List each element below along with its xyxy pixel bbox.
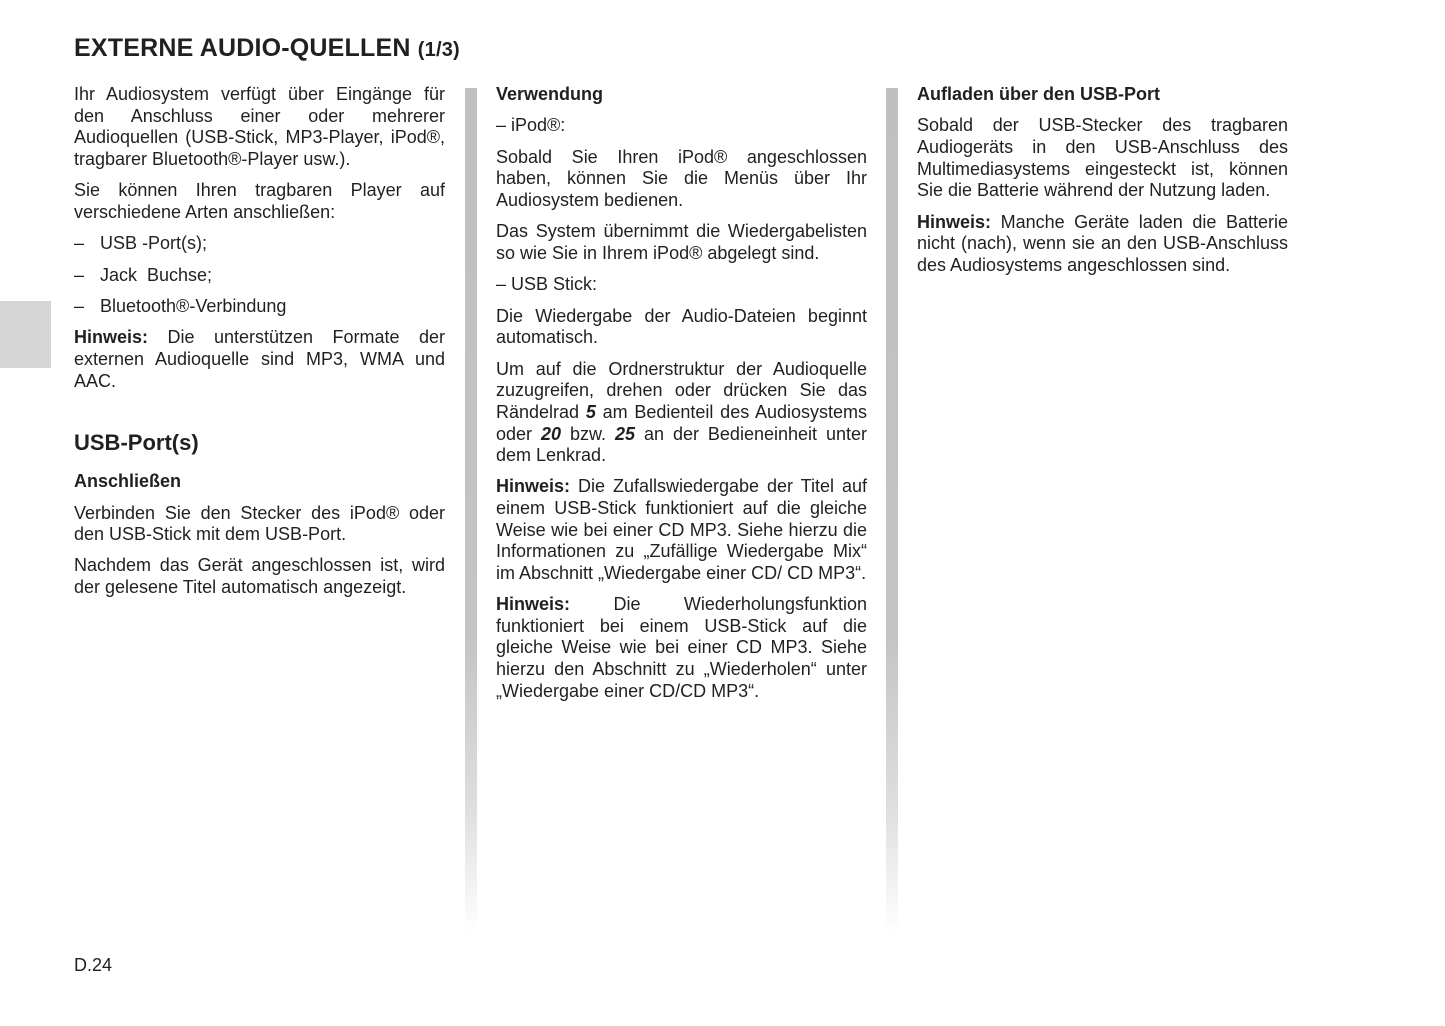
formats-note	[74, 327, 445, 392]
bullet-item-jack	[74, 265, 445, 287]
note-label: Hinweis:	[496, 476, 571, 497]
connect-instructions: Verbinden Sie den Stecker des iPod® oder den USB-Stick mit dem USB-Port.	[74, 502, 445, 545]
autoplay-info: Nachdem das Gerät angeschlossen ist, wird der gelesene Titel automatisch angezeigt.	[74, 555, 445, 598]
bullet-item-bluetooth	[74, 296, 445, 318]
shuffle-note	[496, 476, 867, 584]
folder-structure-paragraph	[496, 359, 867, 467]
folder-text: bzw.	[561, 423, 615, 444]
ipod-label: – iPod®:	[496, 115, 566, 136]
note-text: Die Zufallswiedergabe der Titel auf einem USB-Stick funktioniert auf die gleiche Weise wie bei einer CD MP3. Siehe hierzu die Informationen zu „Zufällige Wiedergabe Mix“ im Abschnitt „Wiedergabe einer CD/ CD MP3“.	[496, 476, 867, 583]
control-number-20: 20	[541, 423, 562, 444]
charging-paragraph: Sobald der USB-Stecker des tragbaren Audiogeräts in den USB-Anschluss des Multimediasystems eingesteckt ist, können Sie die Batterie während der Nutzung laden.	[917, 115, 1288, 201]
note-text: Die unterstützen Formate der externen Audioquelle sind MP3, WMA und AAC.	[74, 327, 445, 391]
folder-text: Um auf die Ordnerstruktur der Audioquelle zuzugreifen, drehen oder drücken Sie das Rändelrad	[496, 358, 867, 422]
repeat-note	[496, 594, 867, 702]
connect-paragraph: Sie können Ihren tragbaren Player auf verschiedene Arten anschließen:	[74, 180, 445, 222]
bullet-item-usb	[74, 233, 445, 255]
control-number-25: 25	[614, 423, 635, 444]
page-title-text: EXTERNE AUDIO-QUELLEN	[74, 34, 411, 62]
chapter-tab-marker	[0, 301, 51, 368]
bullet-text: USB -Port(s);	[100, 233, 208, 254]
note-label: Hinweis:	[496, 594, 571, 615]
page-title-part: (1/3)	[417, 39, 460, 61]
subheading-charging: Aufladen über den USB-Port	[917, 84, 1161, 104]
note-label: Hinweis:	[917, 211, 992, 232]
column-divider-2	[886, 88, 898, 933]
column-3	[917, 84, 1288, 286]
subheading-usage: Verwendung	[496, 84, 604, 104]
usb-stick-label: – USB Stick:	[496, 274, 598, 295]
column-2	[496, 84, 867, 712]
bullet-text: Bluetooth®-Verbindung	[100, 295, 287, 316]
control-number-5: 5	[585, 401, 596, 422]
usb-stick-paragraph: Die Wiedergabe der Audio-Dateien beginnt automatisch.	[496, 305, 867, 348]
intro-paragraph: Ihr Audiosystem verfügt über Eingänge für den Anschluss einer oder mehrerer Audioquellen (USB-Stick, MP3-Player, iPod®, tragbarer Bluetooth®-Player usw.).	[74, 84, 445, 169]
bullet-dash: –	[74, 264, 85, 285]
note-text: Die Wiederholungsfunktion funktioniert bei einem USB-Stick auf die gleiche Weise wie bei einer CD MP3. Siehe hierzu den Abschnitt zu „Wiederholen“ unter „Wiedergabe einer CD/CD MP3“.	[496, 594, 867, 701]
subheading-connect: Anschließen	[74, 471, 182, 492]
bullet-text: Jack Buchse;	[100, 264, 213, 285]
note-label: Hinweis:	[74, 327, 149, 348]
bullet-dash: –	[74, 295, 85, 316]
folder-text: an der Bedieneinheit unter dem Lenkrad.	[496, 423, 867, 466]
page-title	[74, 34, 460, 63]
playlist-paragraph: Das System übernimmt die Wiedergabelisten so wie Sie in Ihrem iPod® abgelegt sind.	[496, 221, 867, 263]
bullet-dash: –	[74, 233, 85, 254]
page-number: D.24	[74, 955, 113, 975]
ipod-paragraph: Sobald Sie Ihren iPod® angeschlossen haben, können Sie die Menüs über Ihr Audiosystem bedienen.	[496, 146, 867, 210]
column-divider-1	[465, 88, 477, 933]
charging-note	[917, 212, 1288, 277]
folder-text: am Bedienteil des Audiosystems oder	[496, 401, 868, 444]
section-heading-usb-ports: USB-Port(s)	[74, 430, 199, 456]
column-1	[74, 84, 445, 608]
note-text: Manche Geräte laden die Batterie nicht (nach), wenn sie an den USB-Anschluss des Audiosystems angeschlossen sind.	[917, 211, 1288, 275]
